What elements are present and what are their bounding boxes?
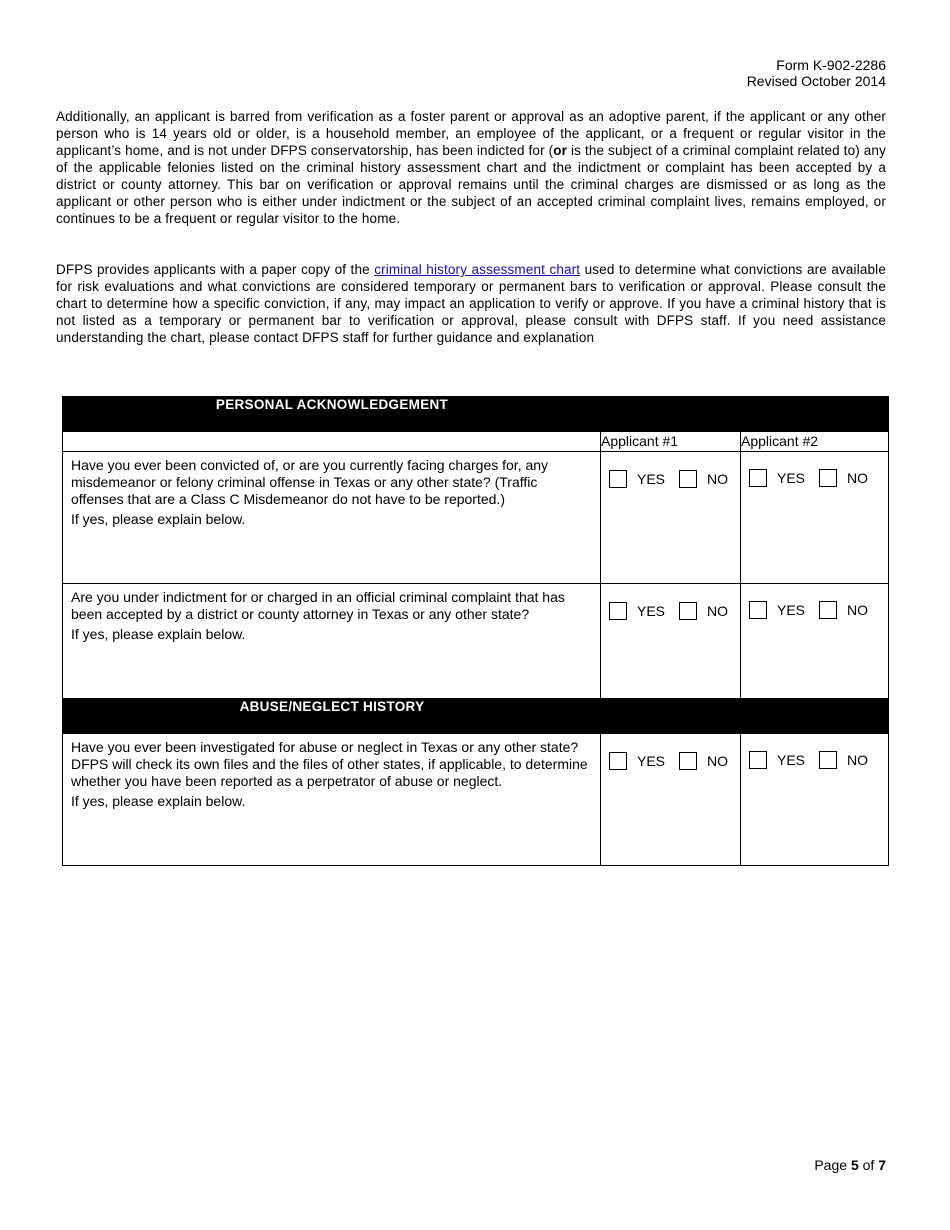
- para2-text-a: DFPS provides applicants with a paper copy of the: [56, 262, 375, 277]
- of-label: of: [862, 1157, 875, 1173]
- acknowledgement-table: [62, 396, 889, 866]
- question-abuse: [63, 734, 601, 866]
- no-label: NO: [707, 471, 728, 487]
- column-header-blank: [63, 432, 601, 452]
- page-current: 5: [850, 1157, 859, 1173]
- applicant2-answer: [741, 584, 889, 699]
- applicant2-answer: [741, 452, 889, 584]
- applicant1-answer: [601, 584, 741, 699]
- yes-label: YES: [777, 602, 806, 618]
- yes-label: YES: [777, 752, 806, 768]
- para1-text-b: is the subject of a criminal complaint related to) any of the applicable felonies listed on the criminal history assessment chart and the indictment or complaint has been accepted by a district or county attorney. This bar on verification or approval remains until the criminal charges are dismissed or as long as the applicant or other person who is either under indictment or the subject of an accepted criminal complaint lives, remains employed, or continues to be a frequent or regular visitor to the home.: [56, 143, 886, 226]
- question-row-indictment: [63, 584, 889, 699]
- applicant2-no-checkbox[interactable]: [819, 469, 837, 487]
- page-label: Page: [814, 1157, 848, 1173]
- yes-label: YES: [637, 753, 666, 769]
- revised-date: Revised October 2014: [746, 73, 886, 89]
- column-header-applicant1: Applicant #1: [601, 432, 741, 452]
- para1-text-a: Additionally, an applicant is barred from verification as a foster parent or approval as an adoptive parent, if the applicant or any other person who is 14 years old or older, is a household member, an employee of the applicant, or a frequent or regular visitor in the applicant’s home, and is not under DFPS conservatorship, has been indicted for (: [56, 109, 886, 158]
- assessment-paragraph: [56, 261, 886, 346]
- applicant1-answer: [601, 734, 741, 866]
- applicant1-answer: [601, 452, 741, 584]
- applicant2-yes-checkbox[interactable]: [749, 469, 767, 487]
- form-number: Form K-902-2286: [776, 57, 886, 73]
- page-footer: [814, 1157, 886, 1173]
- form-header: [747, 57, 886, 89]
- criminal-history-chart-link[interactable]: criminal history assessment chart: [374, 262, 581, 277]
- applicant2-answer: [741, 734, 889, 866]
- no-label: NO: [847, 470, 868, 486]
- question-text: Have you ever been investigated for abuse or neglect in Texas or any other state? DFPS will check its own files and the files of other states, if applicable, to determine whether you have been reported as a perpetrator of abuse or neglect.: [71, 739, 588, 789]
- no-label: NO: [847, 602, 868, 618]
- explain-prompt: If yes, please explain below.: [71, 793, 246, 809]
- applicant1-yes-checkbox[interactable]: [609, 470, 627, 488]
- question-row-convictions: [63, 452, 889, 584]
- applicant1-no-checkbox[interactable]: [679, 470, 697, 488]
- bar-paragraph: [56, 108, 886, 227]
- explain-prompt: If yes, please explain below.: [71, 626, 246, 642]
- para1-bold-or: or: [553, 143, 568, 158]
- applicant1-no-checkbox[interactable]: [679, 602, 697, 620]
- section-title-personal: PERSONAL ACKNOWLEDGEMENT: [215, 397, 449, 412]
- column-header-row: [63, 432, 889, 452]
- question-indictment: [63, 584, 601, 699]
- applicant1-yes-checkbox[interactable]: [609, 752, 627, 770]
- explain-prompt: If yes, please explain below.: [71, 511, 246, 527]
- applicant2-no-checkbox[interactable]: [819, 751, 837, 769]
- yes-label: YES: [777, 470, 806, 486]
- para2-text-b: used to determine what convictions are available for risk evaluations and what convictions are considered temporary or permanent bars to verification or approval. Please consult the chart to determine how a specific conviction, if any, may impact an application to verify or approve. If you have a criminal history that is not listed as a temporary or permanent bar to verification or approval, please consult with DFPS staff. If you need assistance understanding the chart, please contact DFPS staff for further guidance and explanation: [56, 262, 886, 345]
- applicant2-yes-checkbox[interactable]: [749, 751, 767, 769]
- no-label: NO: [707, 753, 728, 769]
- applicant2-yes-checkbox[interactable]: [749, 601, 767, 619]
- applicant1-no-checkbox[interactable]: [679, 752, 697, 770]
- section-title-abuse: ABUSE/NEGLECT HISTORY: [239, 699, 425, 714]
- column-header-applicant2: Applicant #2: [741, 432, 889, 452]
- question-text: Are you under indictment for or charged in an official criminal complaint that has been accepted by a district or county attorney in Texas or any other state?: [71, 589, 565, 622]
- yes-label: YES: [637, 471, 666, 487]
- page-total: 7: [878, 1157, 886, 1173]
- question-text: Have you ever been convicted of, or are you currently facing charges for, any misdemeanor or felony criminal offense in Texas or any other state? (Traffic offenses that are a Class C Misdemeanor do not have to be reported.): [71, 457, 549, 507]
- no-label: NO: [847, 752, 868, 768]
- section-header-abuse: [63, 699, 889, 734]
- applicant2-no-checkbox[interactable]: [819, 601, 837, 619]
- yes-label: YES: [637, 603, 666, 619]
- section-header-personal: [63, 397, 889, 432]
- no-label: NO: [707, 603, 728, 619]
- question-convictions: [63, 452, 601, 584]
- applicant1-yes-checkbox[interactable]: [609, 602, 627, 620]
- question-row-abuse: [63, 734, 889, 866]
